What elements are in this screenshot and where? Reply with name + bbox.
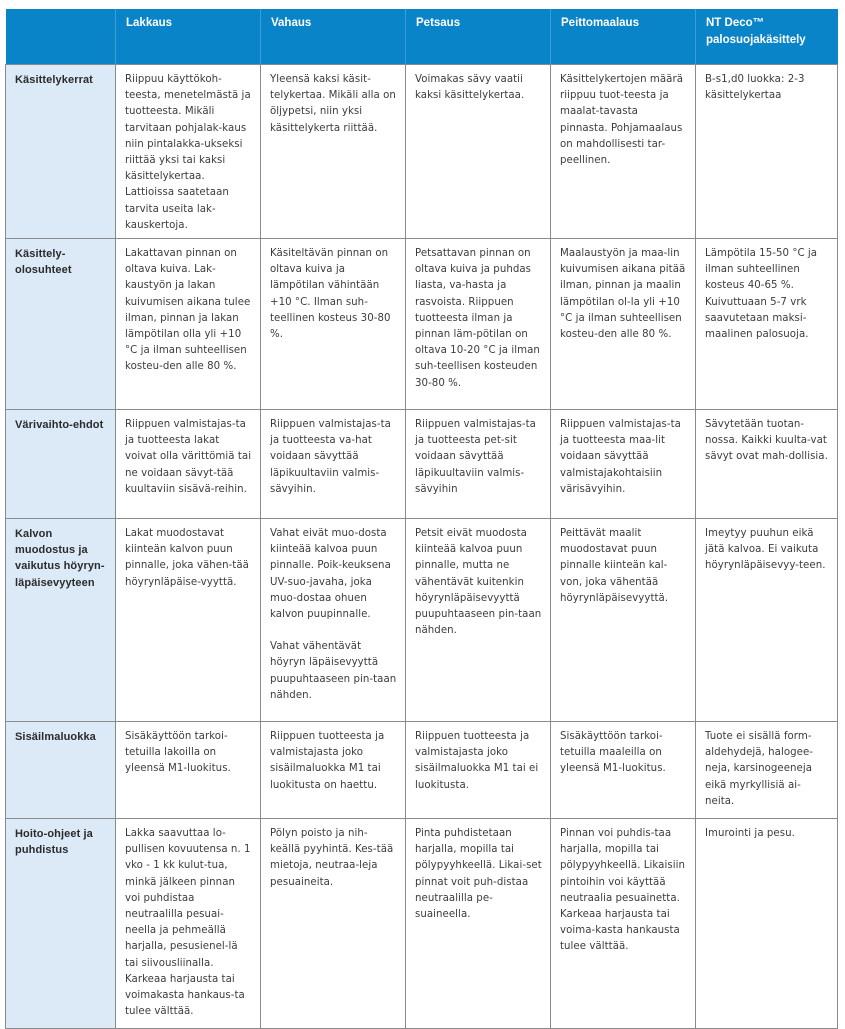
table-cell	[261, 819, 406, 1029]
row-header: Värivaihto-ehdot	[6, 410, 116, 519]
row-header: Sisäilmaluokka	[6, 722, 116, 819]
table-cell	[696, 519, 838, 722]
table-cell	[261, 239, 406, 410]
table-cell	[261, 410, 406, 519]
cell-text: Käsittelykertojen määrä riippuu tuot-teesta ja maalat-tavasta pinnasta. Pohjamaalaus on mahdollisesti tar-peellinen.	[560, 74, 684, 167]
table-cell	[406, 722, 551, 819]
cell-text: Riippuen tuotteesta ja valmistajasta joko sisäilmaluokka M1 tai ei luokitusta.	[415, 731, 539, 791]
table-cell	[551, 519, 696, 722]
cell-text: Imeytyy puuhun eikä jätä kalvoa. Ei vaikuta höyrynläpäisevyy-teen.	[705, 528, 826, 572]
row-header: Kalvon muodostus ja vaikutus höyryn-läpäisevyyteen	[6, 519, 116, 722]
table-cell	[696, 410, 838, 519]
table-cell	[116, 239, 261, 410]
table-row	[6, 239, 838, 410]
cell-text: Riippuu käyttökoh-teesta, menetelmästä ja tuotteesta. Mikäli tarvitaan pohjalak-kaus niin pintalakka-ukseksi riittää yksi tai kaksi käsittelykertaa. Lattioissa saatetaan tarvita useita lak-kauskertoja.	[125, 74, 251, 231]
header-cell-empty	[6, 9, 116, 65]
table-row	[6, 410, 838, 519]
cell-text: Käsiteltävän pinnan on oltava kuiva ja lämpötilan vähintään +10 °C. Ilman suh-teellinen kosteus 30-80 %.	[270, 248, 391, 341]
cell-text: Lakka saavuttaa lo-pullisen kovuutensa n. 1 vko - 1 kk kulut-tua, minkä jälkeen pinnan voi puhdistaa neutraalilla pesuai-neella ja pehmeällä harjalla, pesusienel-lä tai siivousliinalla. Karkeaa harjausta tai voimakasta hankaus-ta tulee välttää.	[125, 828, 251, 1018]
table-cell	[406, 65, 551, 239]
table-cell	[551, 410, 696, 519]
table-row	[6, 722, 838, 819]
table-cell	[551, 722, 696, 819]
table-cell	[406, 819, 551, 1029]
table-cell	[696, 722, 838, 819]
cell-text: Petsattavan pinnan on oltava kuiva ja puhdas liasta, va-hasta ja rasvoista. Riippuen tuotteesta ilman ja pinnan läm-pötilan on oltava 10-20 °C ja ilman suh-teellisen kosteuden 30-80 %.	[415, 248, 540, 389]
table-cell	[406, 519, 551, 722]
cell-text: Yleensä kaksi käsit-telykertaa. Mikäli alla on öljypetsi, niin yksi käsittelykerta riittää.	[270, 74, 396, 134]
table-cell	[406, 410, 551, 519]
table-row	[6, 65, 838, 239]
table-cell	[116, 722, 261, 819]
cell-text: Lämpötila 15-50 °C ja ilman suhteellinen kosteus 40-65 %. Kuivuttuaan 5-7 vrk saavutetaan maksi-maalinen palosuoja.	[705, 248, 818, 341]
cell-text: Pölyn poisto ja nih-keällä pyyhintä. Kes-tää mietoja, neutraa-leja pesuaineita.	[270, 828, 394, 888]
header-cell-nt-deco: NT Deco™ palosuojakäsittely	[696, 9, 838, 65]
table-body	[6, 65, 838, 1029]
cell-text: Petsit eivät muodosta kiinteää kalvoa puun pinnalle, mutta ne vähentävät kuitenkin höyrynläpäisevyyttä puupuhtaaseen pin-taan nähden.	[415, 528, 542, 637]
row-header: Käsittelykerrat	[6, 65, 116, 239]
cell-text: Peittävät maalit muodostavat puun pinnalle kiinteän kal-von, joka vähentää höyrynläpäisevyyttä.	[560, 528, 669, 604]
table-cell	[116, 519, 261, 722]
table-cell	[696, 239, 838, 410]
comparison-table	[5, 9, 838, 1029]
cell-text: Pinta puhdistetaan harjalla, mopilla tai pölypyyhkeellä. Likai-set pinnat voit puh-distaa neutraalilla pe-suaineella.	[415, 828, 542, 921]
header-cell-vahaus: Vahaus	[261, 9, 406, 65]
cell-text: Riippuen tuotteesta ja valmistajasta joko sisäilmaluokka M1 tai luokitusta on haettu.	[270, 731, 385, 791]
cell-text: Lakat muodostavat kiinteän kalvon puun pinnalle, joka vähen-tää höyrynläpäise-vyyttä.	[125, 528, 249, 588]
cell-text: Imurointi ja pesu.	[705, 828, 795, 840]
row-header: Hoito-ohjeet ja puhdistus	[6, 819, 116, 1029]
cell-text: Pinnan voi puhdis-taa harjalla, mopilla tai pölypyyhkeellä. Likaisiin pintoihin voi käyttää neutraalia pesuainetta. Karkeaa harjausta tai voima-kasta hankausta tulee välttää.	[560, 828, 685, 953]
table-cell	[551, 819, 696, 1029]
table-cell	[696, 819, 838, 1029]
row-header: Käsittely-olosuhteet	[6, 239, 116, 410]
cell-text: Riippuen valmistajas-ta ja tuotteesta maa-lit voidaan sävyttää valmistajakohtaisiin värisävyihin.	[560, 419, 681, 495]
table-cell	[551, 65, 696, 239]
table-cell	[696, 65, 838, 239]
table-cell	[261, 722, 406, 819]
header-row	[6, 9, 838, 65]
cell-text: Voimakas sävy vaatii kaksi käsittelykertaa.	[415, 74, 525, 102]
table-cell	[406, 239, 551, 410]
table-cell	[261, 65, 406, 239]
table-header	[6, 9, 838, 65]
cell-text: Sävytetään tuotan-nossa. Kaikki kuulta-vat sävyt ovat mah-dollisia.	[705, 419, 828, 463]
cell-text: Riippuen valmistajas-ta ja tuotteesta lakat voivat olla värittömiä tai ne voidaan sävyt-tää kuultaviin sisävä-reihin.	[125, 419, 252, 495]
table-cell	[551, 239, 696, 410]
table-cell	[261, 519, 406, 722]
cell-text: Riippuen valmistajas-ta ja tuotteesta va-hat voidaan sävyttää läpikuultaviin valmis-sävyihin.	[270, 419, 391, 495]
cell-text: Sisäkäyttöön tarkoi-tetuilla maaleilla on yleensä M1-luokitus.	[560, 731, 666, 775]
cell-text: Lakattavan pinnan on oltava kuiva. Lak-kaustyön ja lakan kuivumisen aikana tulee ilman, pinnan ja lakan lämpötilan olla yli +10 °C ja ilman suhteellisen kosteu-den alle 80 %.	[125, 248, 251, 373]
table-cell	[116, 819, 261, 1029]
cell-text: B-s1,d0 luokka: 2-3 käsittelykertaa	[705, 74, 805, 102]
table-row	[6, 519, 838, 722]
header-cell-peittomaalaus: Peittomaalaus	[551, 9, 696, 65]
table-row	[6, 819, 838, 1029]
cell-text: Vahat vähentävät höyryn läpäisevyyttä puupuhtaaseen pin-taan nähden.	[270, 641, 397, 701]
table-cell	[116, 65, 261, 239]
cell-text: Maalaustyön ja maa-lin kuivumisen aikana pitää ilman, pinnan ja maalin lämpötilan ol-la yli +10 °C ja ilman suhteellisen kosteu-den alle 80 %.	[560, 248, 686, 341]
table-cell	[116, 410, 261, 519]
cell-text: Sisäkäyttöön tarkoi-tetuilla lakoilla on yleensä M1-luokitus.	[125, 731, 231, 775]
header-cell-lakkaus: Lakkaus	[116, 9, 261, 65]
cell-text: Riippuen valmistajas-ta ja tuotteesta pet-sit voidaan sävyttää läpikuultaviin valmis-sävyihin	[415, 419, 536, 495]
cell-text: Tuote ei sisällä form-aldehydejä, halogee-neja, karsinogeeneja eikä myrkyllisiä ai-neita.	[705, 731, 814, 807]
cell-text: Vahat eivät muo-dosta kiinteää kalvoa puun pinnalle. Poik-keuksena UV-suo-javaha, joka muo-dostaa ohuen kalvon puupinnalle.	[270, 528, 391, 621]
header-cell-petsaus: Petsaus	[406, 9, 551, 65]
